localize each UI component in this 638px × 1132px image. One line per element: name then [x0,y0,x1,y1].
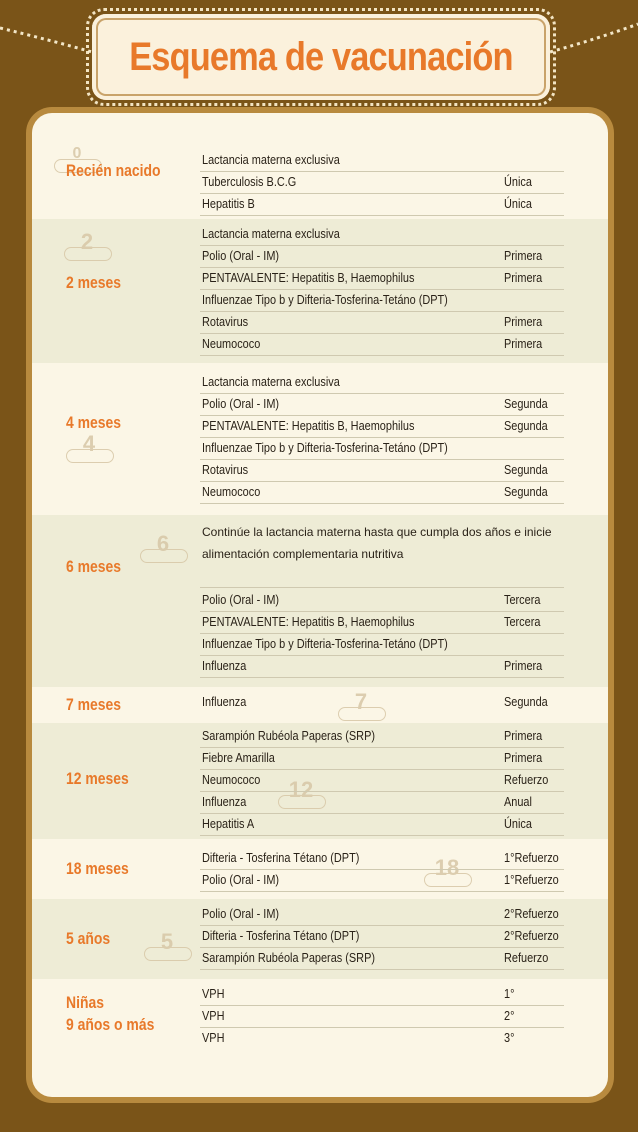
age-label: 6 meses [66,557,122,576]
age-label: 12 meses [66,769,129,788]
age-label-2: 9 años o más [66,1015,155,1034]
section-7-meses [32,687,608,723]
vaccine-name: Fiebre Amarilla [202,750,275,765]
table-row [200,611,564,634]
vaccine-name: VPH [202,1030,225,1045]
vaccine-name: Influenza [202,658,247,673]
vaccine-dose: 2°Refuerzo [504,906,559,921]
table-row [200,415,564,438]
vaccine-name: Polio (Oral - IM) [202,906,280,921]
table-row [200,1027,564,1049]
table-row [200,371,564,394]
section-recien-nacido [32,143,608,219]
vaccine-dose: 2° [504,1008,515,1023]
table-row [200,521,564,588]
table-row [200,149,564,172]
table-row [200,747,564,770]
table-row [200,869,564,892]
table-row [200,437,564,460]
vaccine-name: Influenzae Tipo b y Difteria-Tosferina-Tetáno (DPT) [202,292,448,307]
vaccine-name: VPH [202,986,225,1001]
vaccine-name: Influenza [202,794,247,809]
vaccine-name: PENTAVALENTE: Hepatitis B, Haemophilus [202,614,415,629]
vaccine-name: Continúe la lactancia materna hasta que cumpla dos años e inicie alimentación complementaria nutritiva [202,525,552,561]
table-row [200,289,564,312]
vaccine-name: Lactancia materna exclusiva [202,226,340,241]
vaccine-dose: Primera [504,270,543,285]
vaccine-dose: Única [504,174,532,189]
vaccine-dose: Tercera [504,592,541,607]
age-badge: 12 [278,775,324,805]
table-row [200,267,564,290]
vaccine-dose: Segunda [504,396,548,411]
table-row [200,769,564,792]
section-18-meses [32,839,608,899]
vaccine-name: Lactancia materna exclusiva [202,374,340,389]
vaccine-dose: Primera [504,728,543,743]
vaccine-dose: Refuerzo [504,950,549,965]
vaccine-name: Polio (Oral - IM) [202,592,280,607]
vaccine-name: Influenza [202,694,247,709]
vaccine-name: Difteria - Tosferina Tétano (DPT) [202,850,360,865]
page-title: Esquema de vacunación [129,34,513,79]
age-label: 5 años [66,929,111,948]
vaccine-name: Polio (Oral - IM) [202,396,280,411]
vaccination-board [32,113,608,1097]
vaccine-name: Rotavirus [202,314,249,329]
table-row [200,813,564,836]
section-5-anos [32,899,608,979]
vaccine-name: Neumococo [202,772,261,787]
age-badge: 2 [64,227,110,257]
section-4-meses [32,363,608,515]
vaccine-name: Lactancia materna exclusiva [202,152,340,167]
vaccine-name: PENTAVALENTE: Hepatitis B, Haemophilus [202,270,415,285]
table-row [200,925,564,948]
vaccine-dose: Anual [504,794,532,809]
table-row [200,903,564,926]
vaccine-name: Polio (Oral - IM) [202,872,280,887]
table-row [200,791,564,814]
vaccine-name: VPH [202,1008,225,1023]
table-row [200,171,564,194]
vaccine-dose: Segunda [504,484,548,499]
vaccine-dose: Segunda [504,462,548,477]
vaccine-dose: Refuerzo [504,772,549,787]
title-card [92,14,550,100]
vaccine-name: Polio (Oral - IM) [202,248,280,263]
vaccine-dose: Primera [504,248,543,263]
age-label: Recién nacido [66,161,161,180]
section-ninas [32,979,608,1057]
age-label: 7 meses [66,695,122,714]
table-row [200,245,564,268]
table-row [200,589,564,612]
table-row [200,847,564,870]
vaccine-dose: Segunda [504,694,548,709]
vaccine-name: Sarampión Rubéola Paperas (SRP) [202,728,375,743]
age-badge: 6 [140,529,186,559]
section-12-meses [32,723,608,839]
vaccine-dose: Única [504,816,532,831]
table-row [200,633,564,656]
age-badge: 18 [424,853,470,883]
vaccine-dose: 3° [504,1030,515,1045]
vaccine-name: Neumococo [202,484,261,499]
age-label: 18 meses [66,859,129,878]
vaccine-dose: Única [504,196,532,211]
section-2-meses [32,219,608,363]
table-row [200,333,564,356]
vaccine-dose: 1°Refuerzo [504,850,559,865]
table-row [200,193,564,216]
vaccine-dose: Segunda [504,418,548,433]
vaccine-dose: Primera [504,750,543,765]
age-label: Niñas [66,993,104,1012]
vaccine-dose: 1° [504,986,515,1001]
table-row [200,393,564,416]
table-row [200,459,564,482]
table-row [200,655,564,678]
table-row [200,691,564,713]
vaccine-dose: Primera [504,336,543,351]
vaccine-name: Influenzae Tipo b y Difteria-Tosferina-Tetáno (DPT) [202,440,448,455]
age-badge: 0 [54,139,100,169]
age-badge: 5 [144,927,190,957]
age-label: 2 meses [66,273,122,292]
vaccine-name: Neumococo [202,336,261,351]
table-row [200,725,564,748]
age-badge: 4 [66,429,112,459]
vaccine-name: Rotavirus [202,462,249,477]
vaccine-name: Difteria - Tosferina Tétano (DPT) [202,928,360,943]
vaccine-dose: 1°Refuerzo [504,872,559,887]
table-row [200,983,564,1006]
vaccine-dose: 2°Refuerzo [504,928,559,943]
table-row [200,947,564,970]
vaccine-name: Hepatitis B [202,196,255,211]
vaccine-dose: Primera [504,658,543,673]
table-row [200,481,564,504]
section-6-meses [32,515,608,687]
table-row [200,311,564,334]
vaccine-dose: Primera [504,314,543,329]
vaccine-name: Hepatitis A [202,816,255,831]
age-label: 4 meses [66,413,122,432]
vaccine-dose: Tercera [504,614,541,629]
age-badge: 7 [338,687,384,717]
vaccine-name: PENTAVALENTE: Hepatitis B, Haemophilus [202,418,415,433]
table-row [200,223,564,246]
table-row [200,1005,564,1028]
vaccine-name: Influenzae Tipo b y Difteria-Tosferina-Tetáno (DPT) [202,636,448,651]
vaccine-name: Tuberculosis B.C.G [202,174,297,189]
vaccine-name: Sarampión Rubéola Paperas (SRP) [202,950,375,965]
